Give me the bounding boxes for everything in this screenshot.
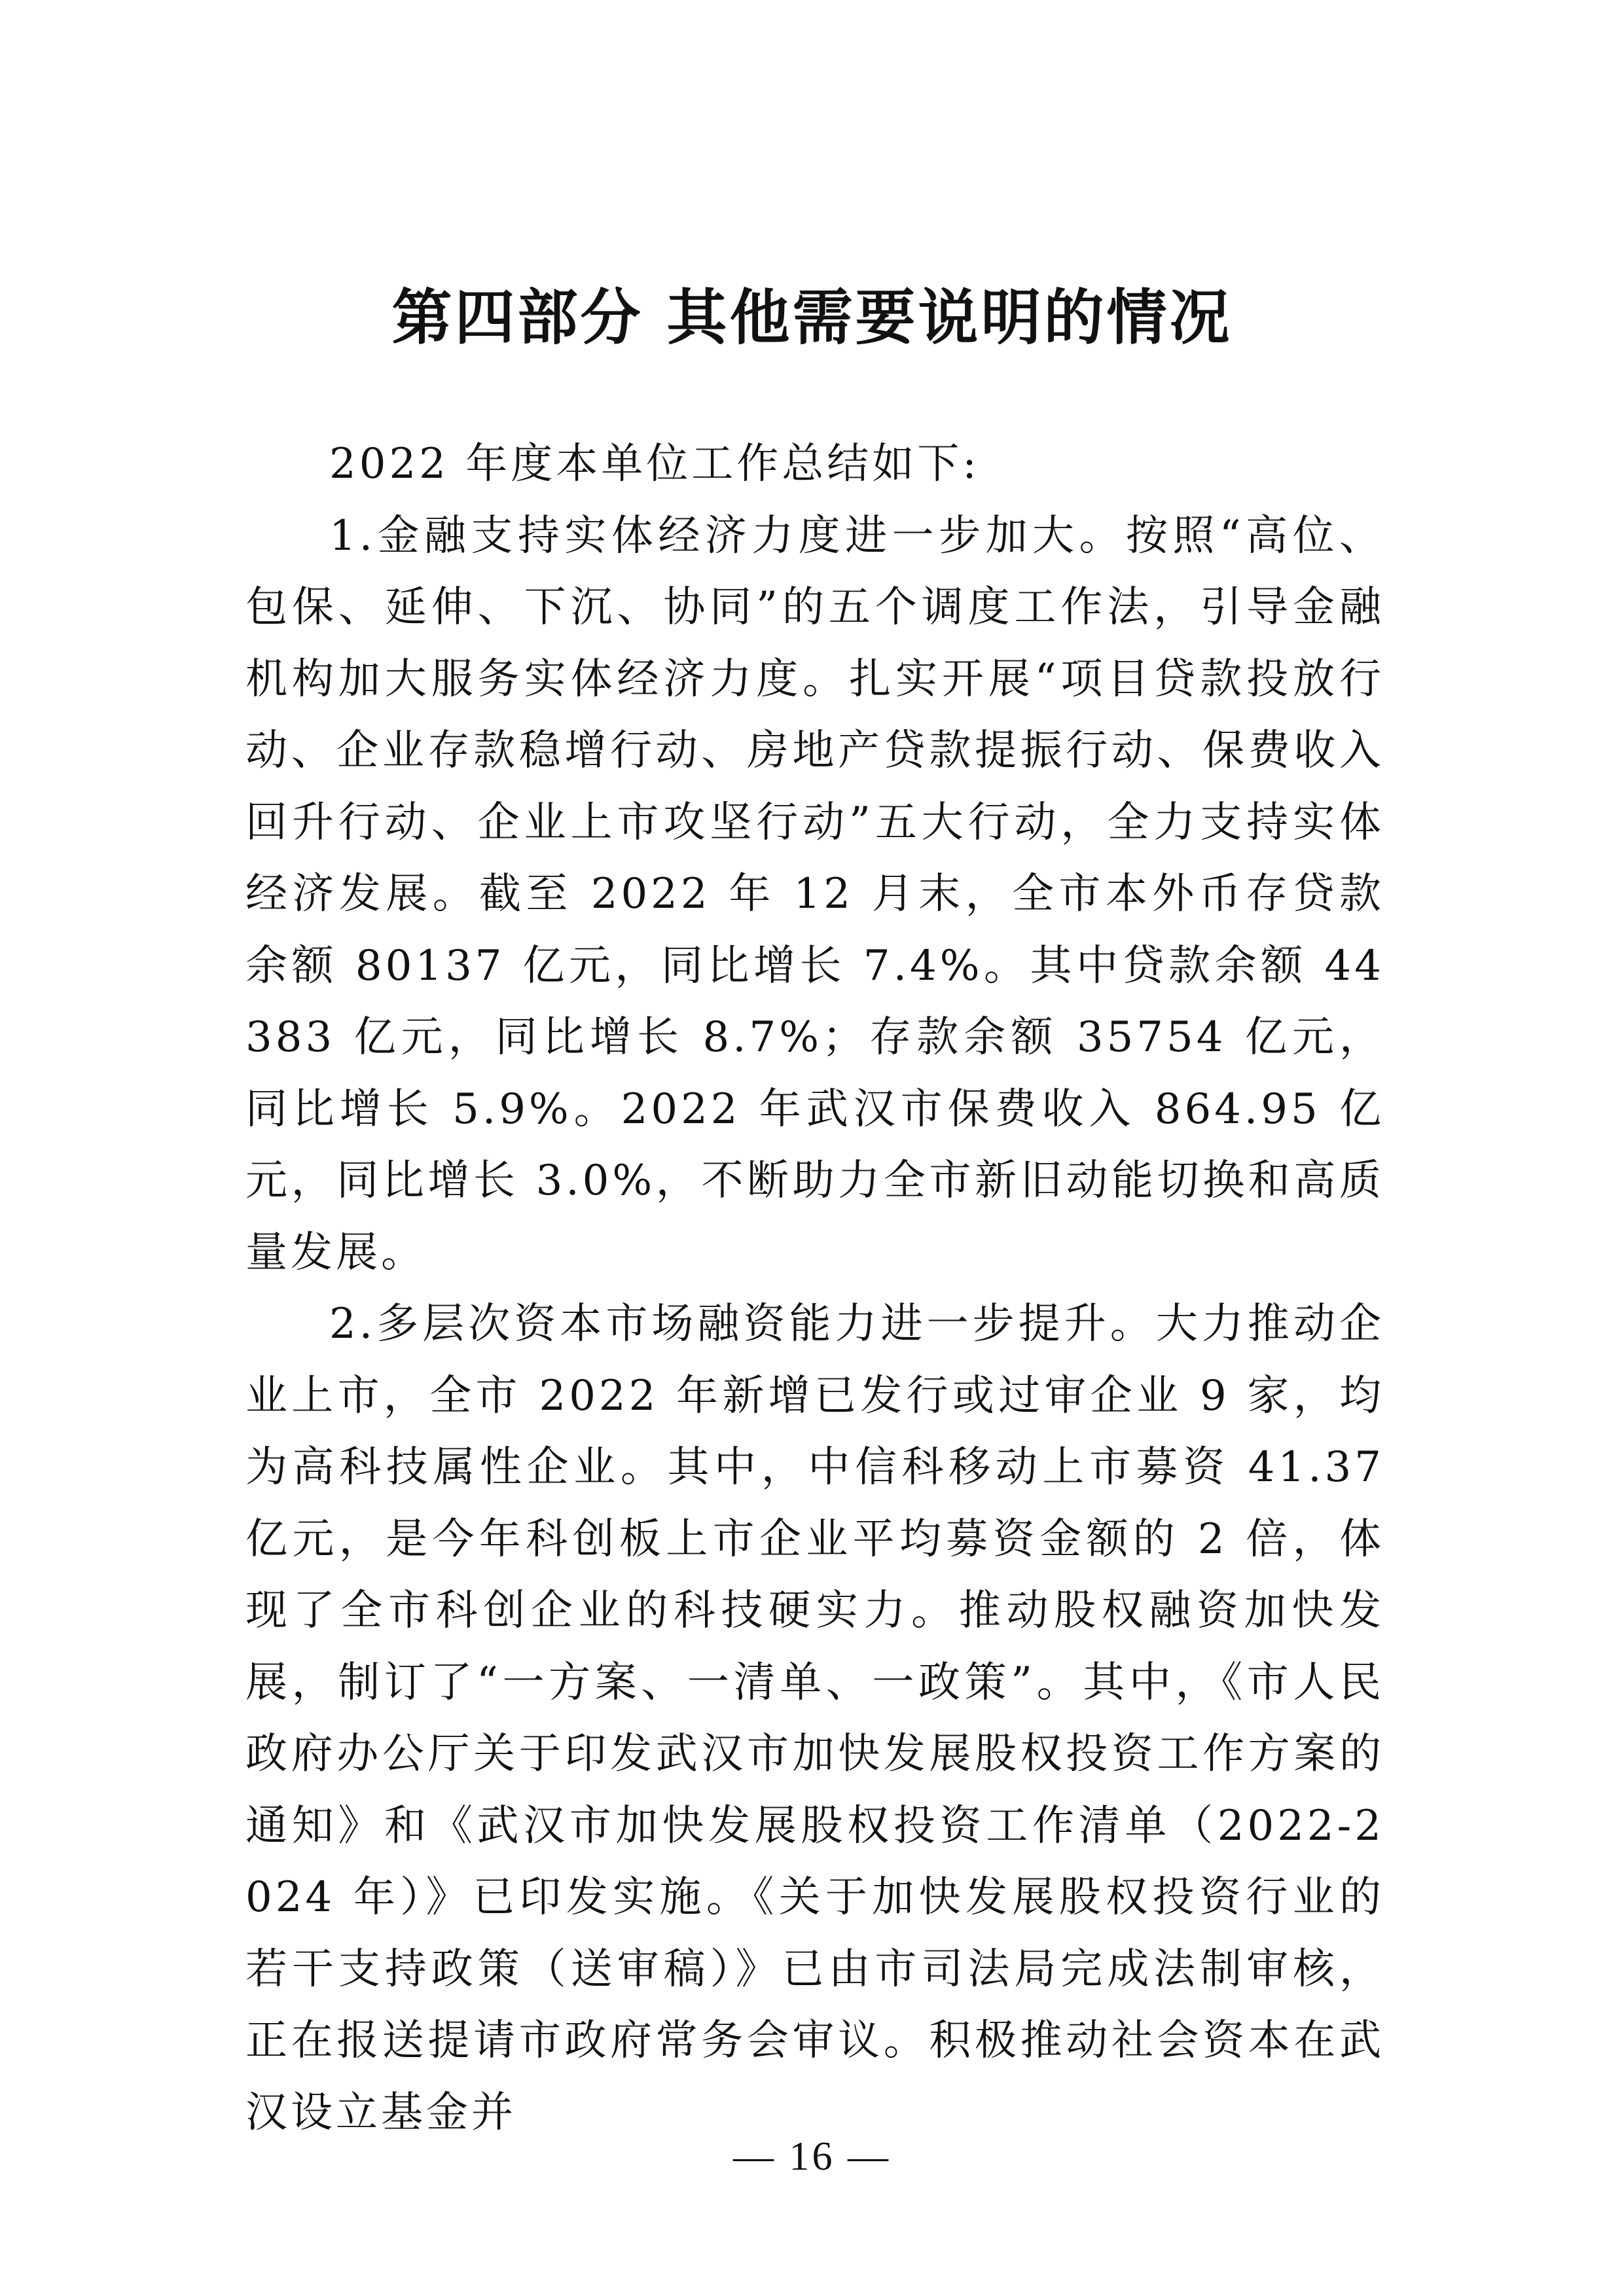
- page-title: 第四部分 其他需要说明的情况: [391, 282, 1233, 353]
- paragraph-intro: 2022 年度本单位工作总结如下:: [329, 440, 980, 488]
- document-body: [245, 429, 1384, 2149]
- paragraph-item-2: 2.多层次资本市场融资能力进一步提升。大力推动企业上市，全市 2022 年新增已发行或过审企业 9 家，均为高科技属性企业。其中，中信科移动上市募资 41.37 亿元，是今年科创板上市企业平均募资金额的 2 倍，体现了全市科创企业的科技硬实力。推动股权融资加快发展，制订了“一方案、一清单、一政策”。其中，《市人民政府办公厅关于印发武汉市加快发展股权投资工作方案的通知》和《武汉市加快发展股权投资工作清单（2022-2024 年）》已印发实施。《关于加快发展股权投资行业的若干支持政策（送审稿）》已由市司法局完成法制审核，正在报送提请市政府常务会审议。积极推动社会资本在武汉设立基金并: [245, 1300, 1384, 2137]
- paragraph-item-1: 1.金融支持实体经济力度进一步加大。按照“高位、包保、延伸、下沉、协同”的五个调度工作法，引导金融机构加大服务实体经济力度。扎实开展“项目贷款投放行动、企业存款稳增行动、房地产贷款提振行动、保费收入回升行动、企业上市攻坚行动”五大行动，全力支持实体经济发展。截至 2022 年 12 月末，全市本外币存贷款余额 80137 亿元，同比增长 7.4%。其中贷款余额 44383 亿元，同比增长 8.7%；存款余额 35754 亿元，同比增长 5.9%。2022 年武汉市保费收入 864.95 亿元，同比增长 3.0%，不断助力全市新旧动能切换和高质量发展。: [245, 511, 1384, 1277]
- page-number: — 16 —: [733, 2134, 891, 2179]
